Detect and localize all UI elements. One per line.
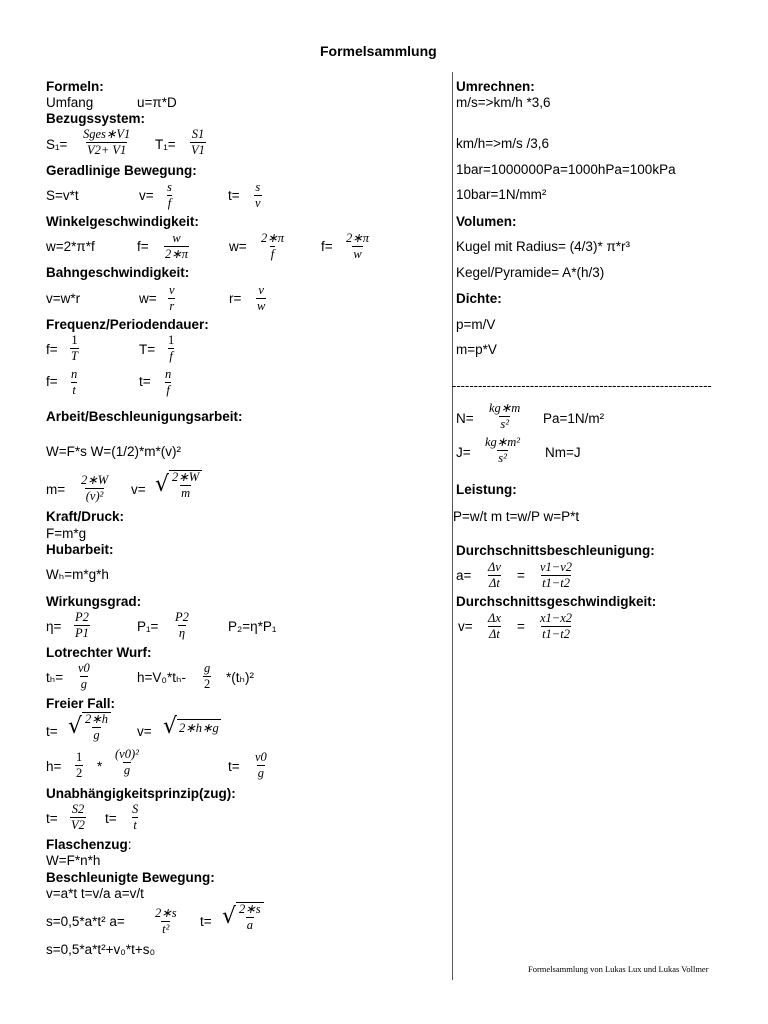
heading-unabhaengigkeit: Unabhängigkeitsprinzip(zug): [46, 786, 236, 801]
heading-bezugssystem: Bezugssystem: [46, 111, 146, 126]
a-value-fraction: $\frac{v1-v2}{t1-t2}$ [540, 560, 573, 590]
h-formula: h=V₀*tₕ- [137, 670, 186, 685]
f-fraction: $\frac{w}{2∗\pi}$ [165, 231, 188, 261]
kraft-formula: F=m*g [46, 526, 87, 541]
a-fraction: $\frac{2∗s}{\text{t²}}$ [155, 906, 177, 936]
nm-unit: Nm=J [545, 445, 581, 460]
beschl-s0-formula: s=0,5*a*t²+v₀*t+s₀ [46, 942, 156, 957]
pa-unit: Pa=1N/m² [543, 411, 605, 426]
v-formula: v=w*r [46, 291, 81, 306]
t-sqrt-beschl: √ $\frac{2∗s}{a}$ [222, 902, 264, 931]
kmh-to-ms: km/h=>m/s /3,6 [456, 136, 550, 151]
dichte-m: m=p*V [456, 342, 497, 357]
h-fraction: $\frac{g}{2}$ [204, 661, 211, 691]
f-fraction-2: $\frac{n}{t}$ [71, 367, 78, 397]
column-divider [452, 72, 453, 980]
beschl-v-formula: v=a*t t=v/a a=v/t [46, 886, 144, 901]
a-delta-fraction: $\frac{\Delta v}{\Delta t}$ [488, 560, 501, 590]
heading-umrechnen: Umrechnen: [456, 79, 535, 94]
th-label: tₕ= [46, 670, 64, 685]
h2-fraction: $\frac{\text{(v0)²}}{g}$ [115, 747, 139, 777]
eta-fraction: $\frac{P2}{P1}$ [75, 610, 89, 640]
p1-label: P₁= [137, 619, 159, 634]
v-fraction: $\frac{s}{f}$ [167, 180, 172, 210]
s1-label: S₁= [46, 137, 68, 152]
t-label-fall: t= [46, 724, 58, 739]
hub-formula: Wₕ=m*g*h [46, 567, 109, 582]
heading-flaschenzug: Flaschenzug: [46, 837, 132, 852]
m-fraction: $\frac{2∗W}{\text{(v)²}}$ [81, 473, 109, 503]
h-label-fall: h= [46, 759, 62, 774]
f-label-1: f= [46, 342, 58, 357]
s1-fraction: Sges∗V1 V2+ V1 [83, 127, 131, 157]
heading-formeln: Formeln: [46, 79, 104, 94]
umfang-label: Umfang [46, 95, 94, 110]
t2-label-unab: t= [105, 811, 117, 826]
t-label-beschl: t= [200, 914, 212, 929]
divider-dashes: ------------------------------------------------------------ [452, 378, 712, 393]
heading-dichte: Dichte: [456, 291, 502, 306]
heading-frequenz: Frequenz/Periodendauer: [46, 317, 209, 332]
dichte-p: p=m/V [456, 317, 496, 332]
t-fraction-2: $\frac{n}{f}$ [165, 367, 172, 397]
leistung-formula: P=w/t m t=w/P w=P*t [453, 509, 580, 524]
r-label: r= [229, 291, 242, 306]
beschl-s-formula: s=0,5*a*t² a= [46, 914, 125, 929]
T-label: T= [139, 342, 156, 357]
n-label: N= [456, 411, 474, 426]
heading-freier-fall: Freier Fall: [46, 696, 116, 711]
heading-winkel: Winkelgeschwindigkeit: [46, 214, 199, 229]
v-label: v= [139, 188, 154, 203]
t-sqrt: √ $\frac{2∗h}{g}$ [68, 712, 111, 741]
flaschenzug-formula: W=F*n*h [46, 853, 101, 868]
v-label-dg: v= [458, 619, 473, 634]
heading-wirkungsgrad: Wirkungsgrad: [46, 594, 142, 609]
heading-leistung: Leistung: [456, 482, 517, 497]
t2-fraction-unab: $\frac{S}{t}$ [132, 802, 139, 832]
t1-fraction: $\frac{S1}{V1}$ [191, 127, 205, 157]
v-label-arbeit: v= [131, 482, 146, 497]
n-fraction: $\frac{kg∗m}{\text{s²}}$ [489, 401, 521, 431]
heading-hub: Hubarbeit: [46, 542, 114, 557]
heading-durchschnittsbeschleunigung: Durchschnittsbeschleunigung: [456, 543, 655, 558]
v-sqrt: √ $\frac{2∗W}{m}$ [155, 470, 202, 499]
v-equals: = [517, 619, 525, 634]
times-sign: * [97, 759, 103, 774]
f2-label: f= [321, 239, 333, 254]
t-label: t= [228, 188, 240, 203]
r-fraction: $\frac{v}{w}$ [257, 283, 266, 313]
w2-label: w= [229, 239, 247, 254]
T-fraction: $\frac{1}{f}$ [168, 333, 175, 363]
v-delta-fraction: $\frac{\Delta x}{\Delta t}$ [488, 611, 501, 641]
a-label: a= [456, 568, 472, 583]
v-label-fall: v= [137, 724, 152, 739]
kegel-formula: Kegel/Pyramide= A*(h/3) [456, 265, 605, 280]
heading-arbeit: Arbeit/Beschleunigungsarbeit: [46, 409, 243, 424]
j-label: J= [456, 445, 471, 460]
w-label: w= [139, 291, 157, 306]
v-value-fraction: $\frac{x1-x2}{t1-t2}$ [540, 611, 573, 641]
t-fraction-unab: $\frac{S2}{V2}$ [71, 802, 85, 832]
w2-fraction: $\frac{2∗\pi}{f}$ [261, 231, 284, 261]
t-fraction: $\frac{s}{v}$ [255, 180, 261, 210]
f-label: f= [137, 239, 149, 254]
m-label: m= [46, 482, 66, 497]
arbeit-formula: W=F*s W=(1/2)*m*(v)² [46, 444, 181, 459]
ms-to-kmh: m/s=>km/h *3,6 [456, 95, 551, 110]
w-fraction: $\frac{v}{r}$ [169, 283, 175, 313]
h-fraction-fall: $\frac{1}{2}$ [76, 750, 83, 780]
heading-kraft: Kraft/Druck: [46, 509, 125, 524]
th-fraction: $\frac{v0}{g}$ [78, 661, 90, 691]
bar10-conversion: 10bar=1N/mm² [456, 187, 547, 202]
f2-fraction: $\frac{2∗\pi}{w}$ [346, 231, 369, 261]
t-label-unab: t= [46, 811, 58, 826]
t-label-2: t= [139, 374, 151, 389]
t2-label-fall: t= [228, 759, 240, 774]
heading-beschleunigt: Beschleunigte Bewegung: [46, 870, 215, 885]
v-sqrt-fall: √ 2∗h∗g [163, 714, 219, 739]
w-formula: w=2*π*f [46, 239, 95, 254]
p2-formula: P₂=η*P₁ [228, 619, 277, 634]
bar-conversion: 1bar=1000000Pa=1000hPa=100kPa [456, 162, 676, 177]
f-fraction-1: $\frac{1}{T}$ [71, 333, 78, 363]
j-fraction: $\frac{\text{kg∗m²}}{\text{s²}}$ [485, 435, 521, 465]
f-label-2: f= [46, 374, 58, 389]
t2-fraction-fall: $\frac{v0}{g}$ [255, 750, 267, 780]
page-title: Formelsammlung [320, 43, 437, 59]
kugel-formula: Kugel mit Radius= (4/3)* π*r³ [456, 239, 631, 254]
footer-credit: Formelsammlung von Lukas Lux und Lukas Vollmer [528, 964, 709, 974]
umfang-formula: u=π*D [137, 95, 177, 110]
heading-bahn: Bahngeschwindigkeit: [46, 265, 190, 280]
heading-geradlinige: Geradlinige Bewegung: [46, 163, 197, 178]
t1-label: T₁= [155, 137, 176, 152]
heading-volumen: Volumen: [456, 214, 517, 229]
a-equals: = [517, 568, 525, 583]
heading-lotrecht: Lotrechter Wurf: [46, 645, 152, 660]
p1-fraction: $\frac{P2}{\eta}$ [175, 610, 189, 640]
s-formula: S=v*t [46, 188, 79, 203]
heading-durchschnittsgeschwindigkeit: Durchschnittsgeschwindigkeit: [456, 594, 657, 609]
eta-label: η= [46, 619, 62, 634]
h-formula-end: *(tₕ)² [226, 670, 254, 685]
